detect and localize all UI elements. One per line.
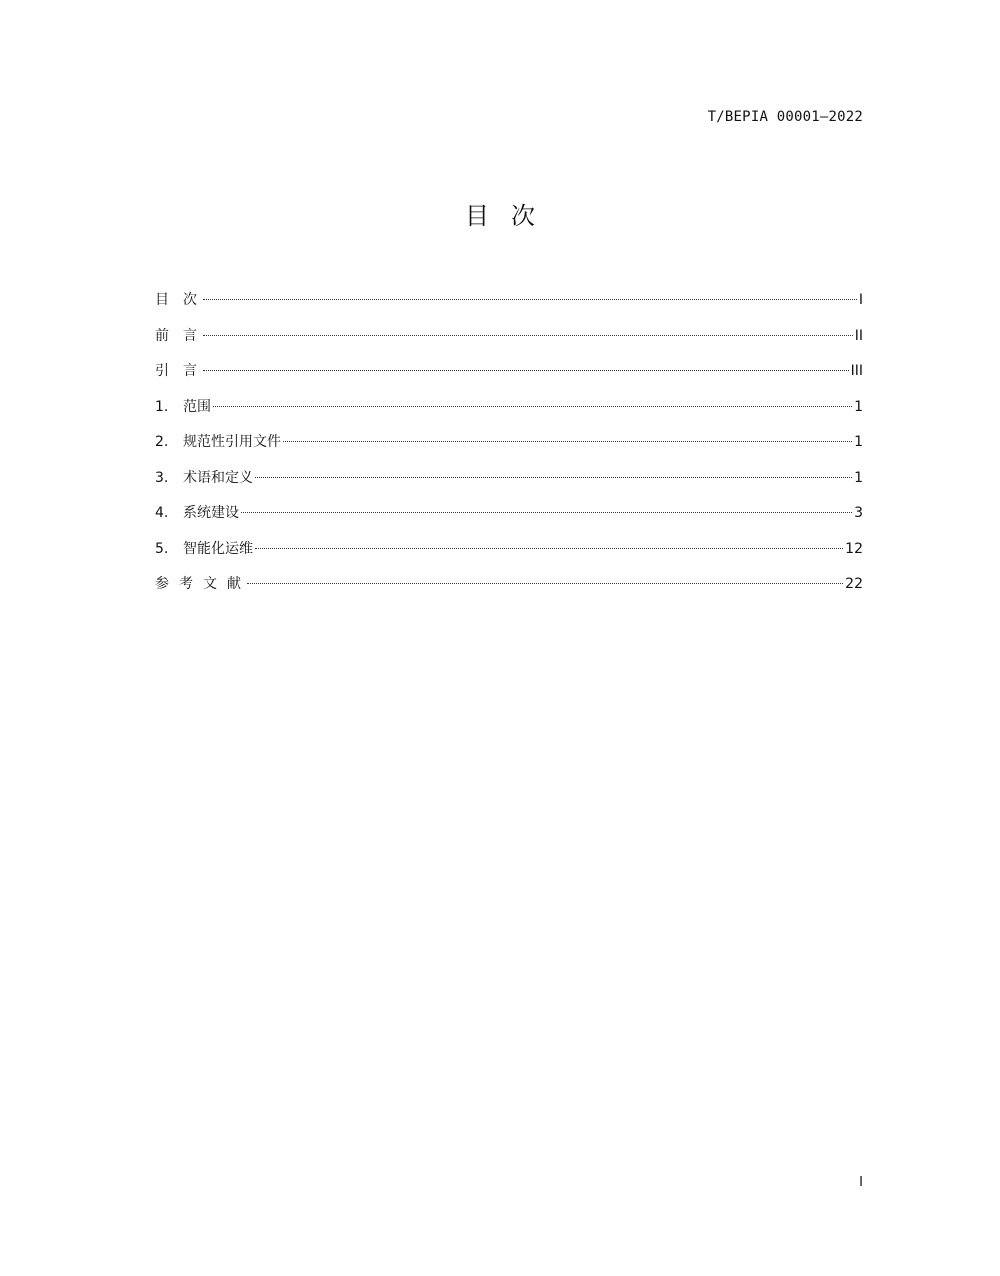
toc-entry-label: 智能化运维 [183, 540, 253, 557]
toc-dot-leader [255, 477, 852, 478]
toc-entry-label: 范围 [183, 398, 211, 415]
toc-entry-number: 5. [155, 540, 169, 557]
toc-entry-normative-references[interactable] [155, 424, 863, 460]
toc-entry-contents[interactable] [155, 282, 863, 318]
toc-entry-page: III [850, 363, 863, 379]
toc-entry-label: 参考文献 [155, 576, 251, 592]
toc-entry-label: 引言 [155, 363, 211, 379]
toc-dot-leader [283, 441, 852, 442]
toc-entry-page: 22 [845, 576, 863, 592]
toc-entry-label: 术语和定义 [183, 469, 253, 486]
toc-entry-foreword[interactable] [155, 318, 863, 354]
toc-entry-scope[interactable] [155, 389, 863, 425]
toc-dot-leader [247, 583, 843, 584]
toc-entry-label: 系统建设 [183, 505, 239, 521]
toc-entry-page: 3 [854, 505, 863, 521]
page-number: I [859, 1175, 863, 1190]
toc-entry-number: 2. [155, 434, 169, 450]
toc-entry-label: 目次 [155, 292, 211, 308]
toc-entry-page: 1 [854, 469, 863, 486]
toc-dot-leader [203, 335, 853, 336]
page-title: 目次 [465, 202, 557, 230]
toc-entry-page: II [854, 327, 863, 344]
toc-entry-terms-definitions[interactable] [155, 460, 863, 496]
toc-entry-system-construction[interactable] [155, 495, 863, 531]
toc-dot-leader [203, 299, 857, 300]
toc-entry-label: 前言 [155, 327, 211, 344]
toc-entry-page: 1 [854, 434, 863, 450]
toc-dot-leader [255, 548, 843, 549]
toc-entry-intelligent-operations[interactable] [155, 531, 863, 567]
toc-entry-number: 4. [155, 505, 169, 521]
toc-entry-page: 1 [854, 398, 863, 415]
toc-entry-bibliography[interactable] [155, 566, 863, 602]
toc-entry-introduction[interactable] [155, 353, 863, 389]
toc-entry-page: I [858, 292, 863, 308]
toc-entry-number: 1. [155, 398, 169, 415]
document-code: T/BEPIA 00001—2022 [707, 109, 863, 125]
toc-dot-leader [203, 370, 849, 371]
toc-dot-leader [213, 406, 852, 407]
toc-dot-leader [241, 512, 852, 513]
toc-entry-page: 12 [845, 540, 863, 557]
toc-entry-number: 3. [155, 469, 169, 486]
toc-entry-label: 规范性引用文件 [183, 434, 281, 450]
table-of-contents [155, 282, 863, 602]
